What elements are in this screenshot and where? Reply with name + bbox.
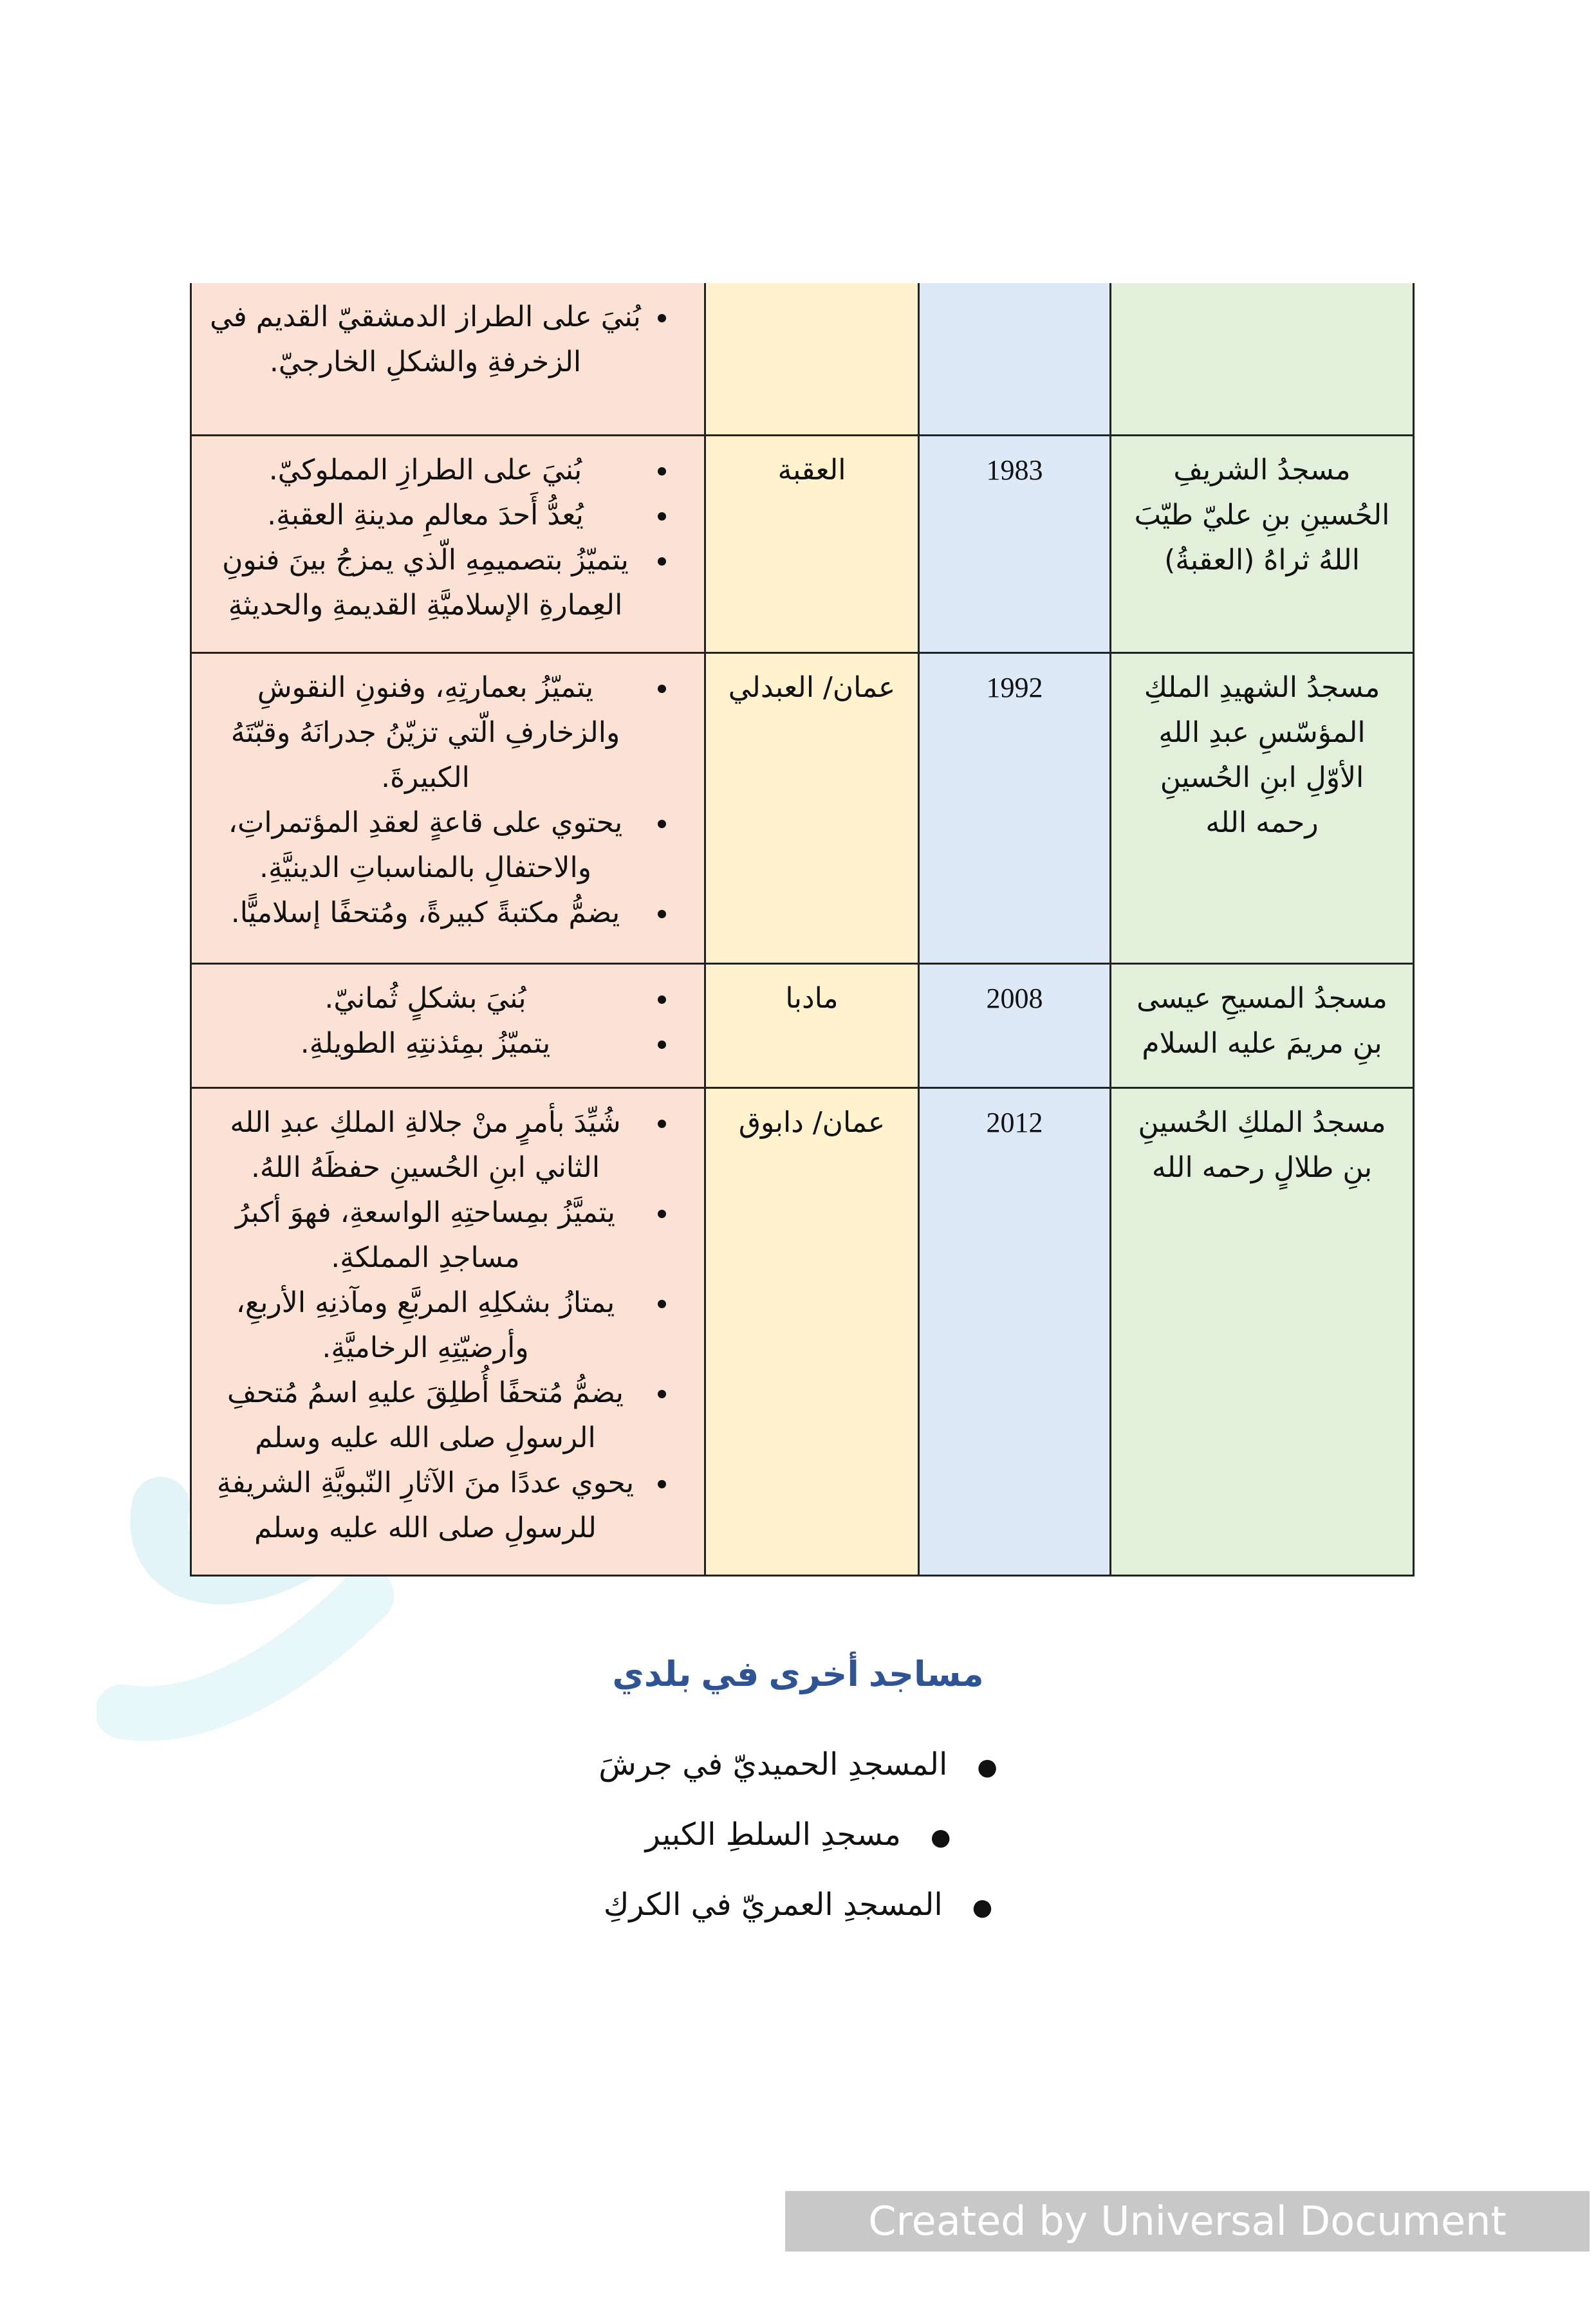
feature-item: • يتميّزُ بعمارتِهِ، وفنونِ النقوشِ والزخارفِ الّتي تزيّنُ جدرانَهُ وقبّتَهُ الكبيرةَ.: [206, 665, 645, 800]
city-cell: [705, 283, 919, 436]
feature-item: • يتميّزُ بتصميمِهِ الّذي يمزجُ بينَ فنونِ العِمارةِ الإسلاميَّةِ القديمةِ والحديثةِ: [206, 538, 645, 628]
bullet-icon: ●: [972, 1894, 993, 1921]
bullet-icon: ●: [930, 1824, 951, 1851]
mosque-name-cell: مسجدُ الشريفِ الحُسينِ بنِ عليّ طيّبَ اللهُ ثراهُ (العقبةُ): [1111, 436, 1414, 653]
feature-item: • شُيِّدَ بأمرٍ منْ جلالةِ الملكِ عبدِ الله الثاني ابنِ الحُسينِ حفظَهُ اللهُ.: [206, 1100, 645, 1190]
mosque-name-cell: مسجدُ المسيحِ عيسى بنِ مريمَ عليه السلام: [1111, 964, 1414, 1088]
list-item: [0, 1871, 1596, 1941]
year-cell: 1983: [919, 436, 1111, 653]
table-row: [191, 436, 1414, 653]
mosques-table: [190, 283, 1415, 1577]
feature-item: • يتميّزُ بمِئذنتِهِ الطويلةِ.: [206, 1021, 645, 1066]
feature-item: • يضمُّ مكتبةً كبيرةً، ومُتحفًا إسلاميًّا.: [206, 891, 645, 936]
feature-item: • يُعدُّ أَحدَ معالمِ مدينةِ العقبةِ.: [206, 493, 645, 538]
feature-item: • يحوي عددًا منَ الآثارِ النّبويَّةِ الشريفةِ للرسولِ صلى الله عليه وسلم: [206, 1461, 645, 1551]
table-row: [191, 964, 1414, 1088]
features-list: [206, 448, 690, 628]
feature-item: • بُنيَ على الطراز الدمشقيّ القديم في الزخرفةِ والشكلِ الخارجيّ.: [206, 295, 645, 385]
bullet-icon: ●: [977, 1754, 998, 1780]
feature-item: • يضمُّ مُتحفًا أُطلِقَ عليهِ اسمُ مُتحفِ الرسولِ صلى الله عليه وسلم: [206, 1371, 645, 1461]
feature-item: • يمتازُ بشكلِهِ المربَّعِ ومآذنِهِ الأربعِ، وأرضيّتِهِ الرخاميَّةِ.: [206, 1281, 645, 1371]
mosque-name-cell: مسجدُ الملكِ الحُسينِ بنِ طلالٍ رحمه الله: [1111, 1088, 1414, 1576]
features-cell: [191, 964, 705, 1088]
feature-item: • يتميَّزُ بمِساحتِهِ الواسعةِ، فهوَ أكبرُ مساجدِ المملكةِ.: [206, 1190, 645, 1281]
list-item: [0, 1731, 1596, 1801]
other-mosques-list: [0, 1731, 1596, 1941]
list-item-label: المسجدِ الحميديّ في جرشَ: [598, 1746, 948, 1782]
converter-footer: Created by Universal Document Converter: [785, 2191, 1590, 2252]
city-cell: مادبا: [705, 964, 919, 1088]
year-cell: [919, 283, 1111, 436]
list-item-label: المسجدِ العمريّ في الكركِ: [603, 1887, 943, 1923]
year-cell: 1992: [919, 653, 1111, 964]
features-cell: [191, 283, 705, 436]
feature-item: • بُنيَ على الطرازِ المملوكيّ.: [206, 448, 645, 493]
city-cell: العقبة: [705, 436, 919, 653]
table-row: [191, 283, 1414, 436]
table-row: [191, 1088, 1414, 1576]
list-item: [0, 1801, 1596, 1871]
mosque-name-cell: مسجدُ الشهيدِ الملكِ المؤسّسِ عبدِ اللهِ الأوّلِ ابنِ الحُسينِ رحمه الله: [1111, 653, 1414, 964]
section-title: مساجد أخرى في بلدي: [612, 1655, 984, 1694]
features-cell: [191, 653, 705, 964]
list-item-label: مسجدِ السلطِ الكبير: [645, 1817, 901, 1853]
features-list: [206, 295, 690, 385]
features-cell: [191, 436, 705, 653]
city-cell: عمان/ العبدلي: [705, 653, 919, 964]
mosque-name-cell: [1111, 283, 1414, 436]
features-list: [206, 976, 690, 1066]
year-cell: 2012: [919, 1088, 1111, 1576]
features-list: [206, 665, 690, 936]
features-cell: [191, 1088, 705, 1576]
features-list: [206, 1100, 690, 1551]
feature-item: • بُنيَ بشكلٍ ثُمانيّ.: [206, 976, 645, 1021]
table-row: [191, 653, 1414, 964]
year-cell: 2008: [919, 964, 1111, 1088]
feature-item: • يحتوي على قاعةٍ لعقدِ المؤتمراتِ، والاحتفالِ بالمناسباتِ الدينيَّةِ.: [206, 800, 645, 891]
city-cell: عمان/ دابوق: [705, 1088, 919, 1576]
